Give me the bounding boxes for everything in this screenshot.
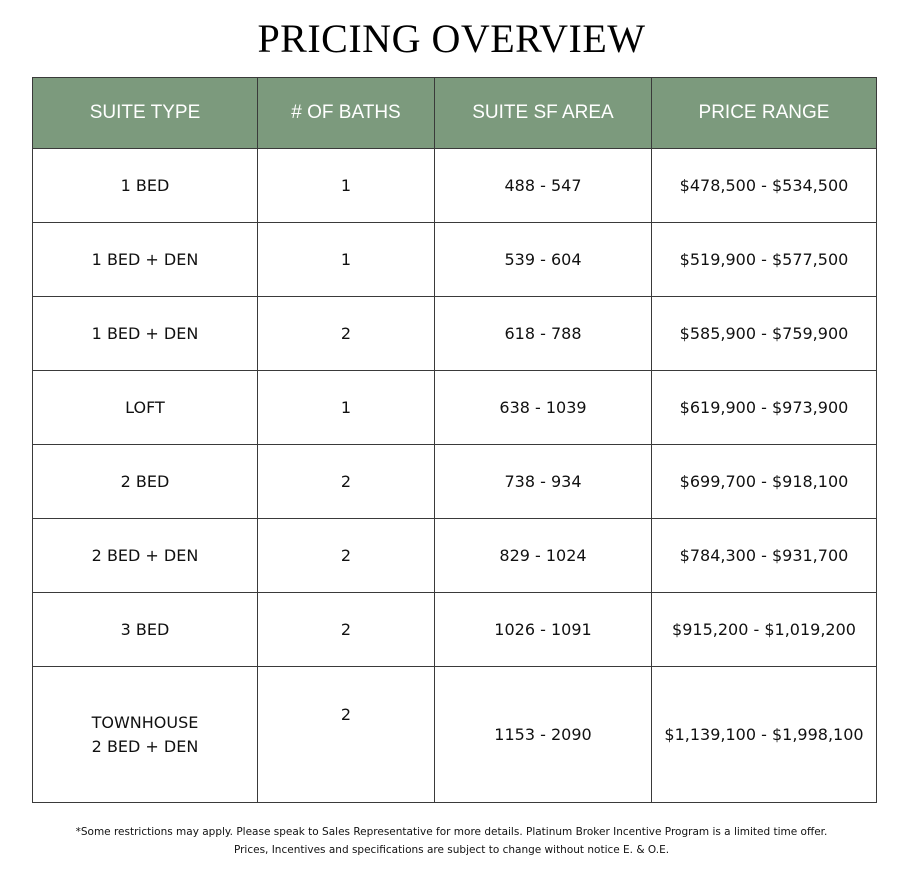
table-row: [33, 519, 877, 593]
area-cell: 618 - 788: [435, 297, 652, 371]
price-cell: $784,300 - $931,700: [652, 519, 877, 593]
header-area: SUITE SF AREA: [435, 78, 652, 149]
suite-type-label: 1 BED: [120, 175, 170, 195]
table-row: [33, 593, 877, 667]
baths-cell: 2: [258, 593, 435, 667]
suite-type-cell: [33, 297, 258, 371]
header-suite-type: SUITE TYPE: [33, 78, 258, 149]
table-row: [33, 149, 877, 223]
suite-type-label: 1 BED + DEN: [91, 323, 199, 343]
pricing-table: [32, 77, 877, 803]
suite-type-label: 2 BED + DEN: [91, 545, 199, 565]
suite-type-label: TOWNHOUSE: [91, 712, 199, 732]
price-cell: $619,900 - $973,900: [652, 371, 877, 445]
suite-type-label: 1 BED + DEN: [91, 249, 199, 269]
suite-type-label: LOFT: [125, 397, 165, 417]
table-row: [33, 371, 877, 445]
suite-type-cell: [33, 223, 258, 297]
area-cell: 1026 - 1091: [435, 593, 652, 667]
baths-cell: 2: [258, 297, 435, 371]
page-title: PRICING OVERVIEW: [257, 16, 646, 61]
baths-cell: 1: [258, 149, 435, 223]
table-row: [33, 445, 877, 519]
header-baths: # OF BATHS: [258, 78, 435, 149]
baths-cell: 2: [258, 519, 435, 593]
table-row: [33, 667, 877, 803]
footnote: [0, 823, 903, 859]
table-row: [33, 223, 877, 297]
baths-cell: 2: [258, 667, 435, 803]
suite-type-cell: [33, 371, 258, 445]
suite-type-label: 2 BED + DEN: [91, 736, 199, 756]
area-cell: 738 - 934: [435, 445, 652, 519]
suite-type-label: 2 BED: [120, 471, 170, 491]
suite-type-cell: [33, 149, 258, 223]
suite-type-cell: [33, 445, 258, 519]
table-row: [33, 297, 877, 371]
price-cell: $915,200 - $1,019,200: [652, 593, 877, 667]
header-price-range: PRICE RANGE: [652, 78, 877, 149]
suite-type-label: 3 BED: [120, 619, 170, 639]
baths-cell: 1: [258, 223, 435, 297]
suite-type-cell: [33, 667, 258, 803]
suite-type-cell: [33, 593, 258, 667]
price-cell: $519,900 - $577,500: [652, 223, 877, 297]
baths-cell: 1: [258, 371, 435, 445]
price-cell: $478,500 - $534,500: [652, 149, 877, 223]
price-cell: $1,139,100 - $1,998,100: [652, 667, 877, 803]
area-cell: 829 - 1024: [435, 519, 652, 593]
footnote-line-2: Prices, Incentives and specifications are subject to change without notice E. & O.E.: [233, 844, 670, 856]
footnote-line-1: *Some restrictions may apply. Please speak to Sales Representative for more details. Platinum Broker Incentive Program is a limited time offer.: [75, 826, 828, 838]
area-cell: 638 - 1039: [435, 371, 652, 445]
area-cell: 539 - 604: [435, 223, 652, 297]
price-cell: $585,900 - $759,900: [652, 297, 877, 371]
suite-type-cell: [33, 519, 258, 593]
price-cell: $699,700 - $918,100: [652, 445, 877, 519]
area-cell: 1153 - 2090: [435, 667, 652, 803]
area-cell: 488 - 547: [435, 149, 652, 223]
baths-cell: 2: [258, 445, 435, 519]
table-header-row: [33, 78, 877, 149]
